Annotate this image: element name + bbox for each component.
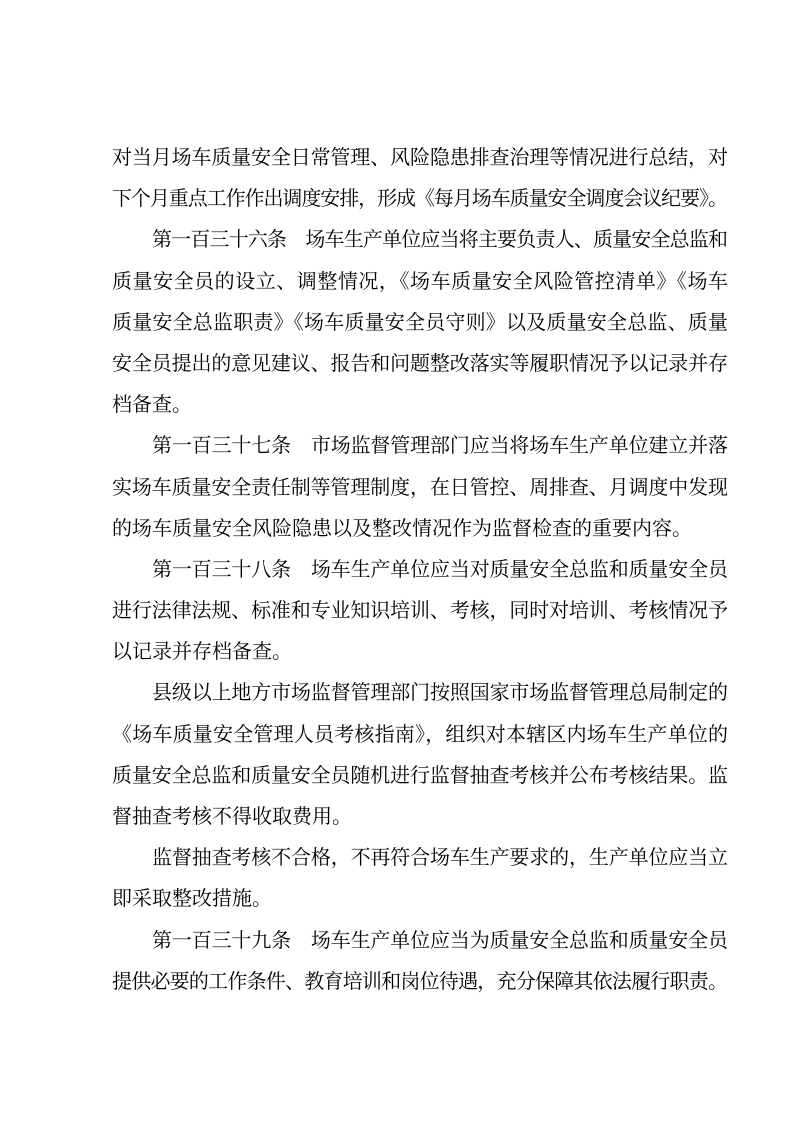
text-line xyxy=(112,426,728,467)
text-line-content: 第一百三十六条 场车生产单位应当将主要负责人、质量安全总监和 xyxy=(152,229,728,252)
text-line xyxy=(112,921,728,962)
text-line xyxy=(112,838,728,879)
paragraph xyxy=(112,673,728,838)
text-line xyxy=(112,591,728,632)
text-line-content: 第一百三十七条 市场监督管理部门应当将场车生产单位建立并落 xyxy=(152,435,728,458)
text-line xyxy=(112,797,728,838)
text-line-content: 即采取整改措施。 xyxy=(112,888,272,911)
text-line-content: 以记录并存档备查。 xyxy=(112,641,292,664)
text-line-content: 第一百三十九条 场车生产单位应当为质量安全总监和质量安全员 xyxy=(152,929,728,952)
text-line xyxy=(112,468,728,509)
text-line-content: 进行法律法规、标准和专业知识培训、考核，同时对培训、考核情况予 xyxy=(112,600,728,623)
text-line xyxy=(112,138,728,179)
text-line-content: 《场车质量安全管理人员考核指南》，组织对本辖区内场车生产单位的 xyxy=(112,723,729,746)
text-line-content: 实场车质量安全责任制等管理制度，在日管控、周排查、月调度中发现 xyxy=(112,476,728,499)
text-line-content: 档备查。 xyxy=(112,394,192,417)
text-line-content: 对当月场车质量安全日常管理、风险隐患排查治理等情况进行总结，对 xyxy=(112,147,728,169)
text-line xyxy=(112,632,728,673)
text-line-content: 第一百三十八条 场车生产单位应当对质量安全总监和质量安全员 xyxy=(152,558,728,581)
text-line xyxy=(112,962,728,1003)
text-line-content: 下个月重点工作作出调度安排，形成《每月场车质量安全调度会议纪要》。 xyxy=(112,188,727,211)
paragraph xyxy=(112,426,728,550)
text-line-content: 安全员提出的意见建议、报告和问题整改落实等履职情况予以记录并存 xyxy=(112,352,728,375)
text-line xyxy=(112,756,728,797)
text-line xyxy=(112,879,728,920)
text-line-content: 监督抽查考核不合格，不再符合场车生产要求的，生产单位应当立 xyxy=(152,847,728,870)
text-line-content: 督抽查考核不得收取费用。 xyxy=(112,806,352,828)
text-line xyxy=(112,715,728,756)
paragraph xyxy=(112,220,728,426)
text-line-content: 县级以上地方市场监督管理部门按照国家市场监督管理总局制定的 xyxy=(152,682,728,705)
text-line xyxy=(112,385,728,426)
text-line-content: 质量安全员的设立、调整情况，《场车质量安全风险管控清单》《场车 xyxy=(112,270,729,293)
text-line xyxy=(112,509,728,550)
text-line-content: 质量安全总监和质量安全员随机进行监督抽查考核并公布考核结果。监 xyxy=(112,764,728,787)
text-line-content: 质量安全总监职责》《场车质量安全员守则》以及质量安全总监、质量 xyxy=(112,311,729,334)
paragraph xyxy=(112,550,728,674)
text-line-content: 的场车质量安全风险隐患以及整改情况作为监督检查的重要内容。 xyxy=(112,517,692,540)
paragraph xyxy=(112,921,728,1003)
text-line xyxy=(112,673,728,714)
text-line xyxy=(112,220,728,261)
text-line xyxy=(112,550,728,591)
text-line-content: 提供必要的工作条件、教育培训和岗位待遇，充分保障其依法履行职责。 xyxy=(112,970,728,993)
text-line xyxy=(112,262,728,303)
paragraph xyxy=(112,138,728,220)
paragraph xyxy=(112,838,728,920)
text-line xyxy=(112,303,728,344)
text-line xyxy=(112,179,728,220)
document-body xyxy=(112,138,728,1003)
text-line xyxy=(112,344,728,385)
